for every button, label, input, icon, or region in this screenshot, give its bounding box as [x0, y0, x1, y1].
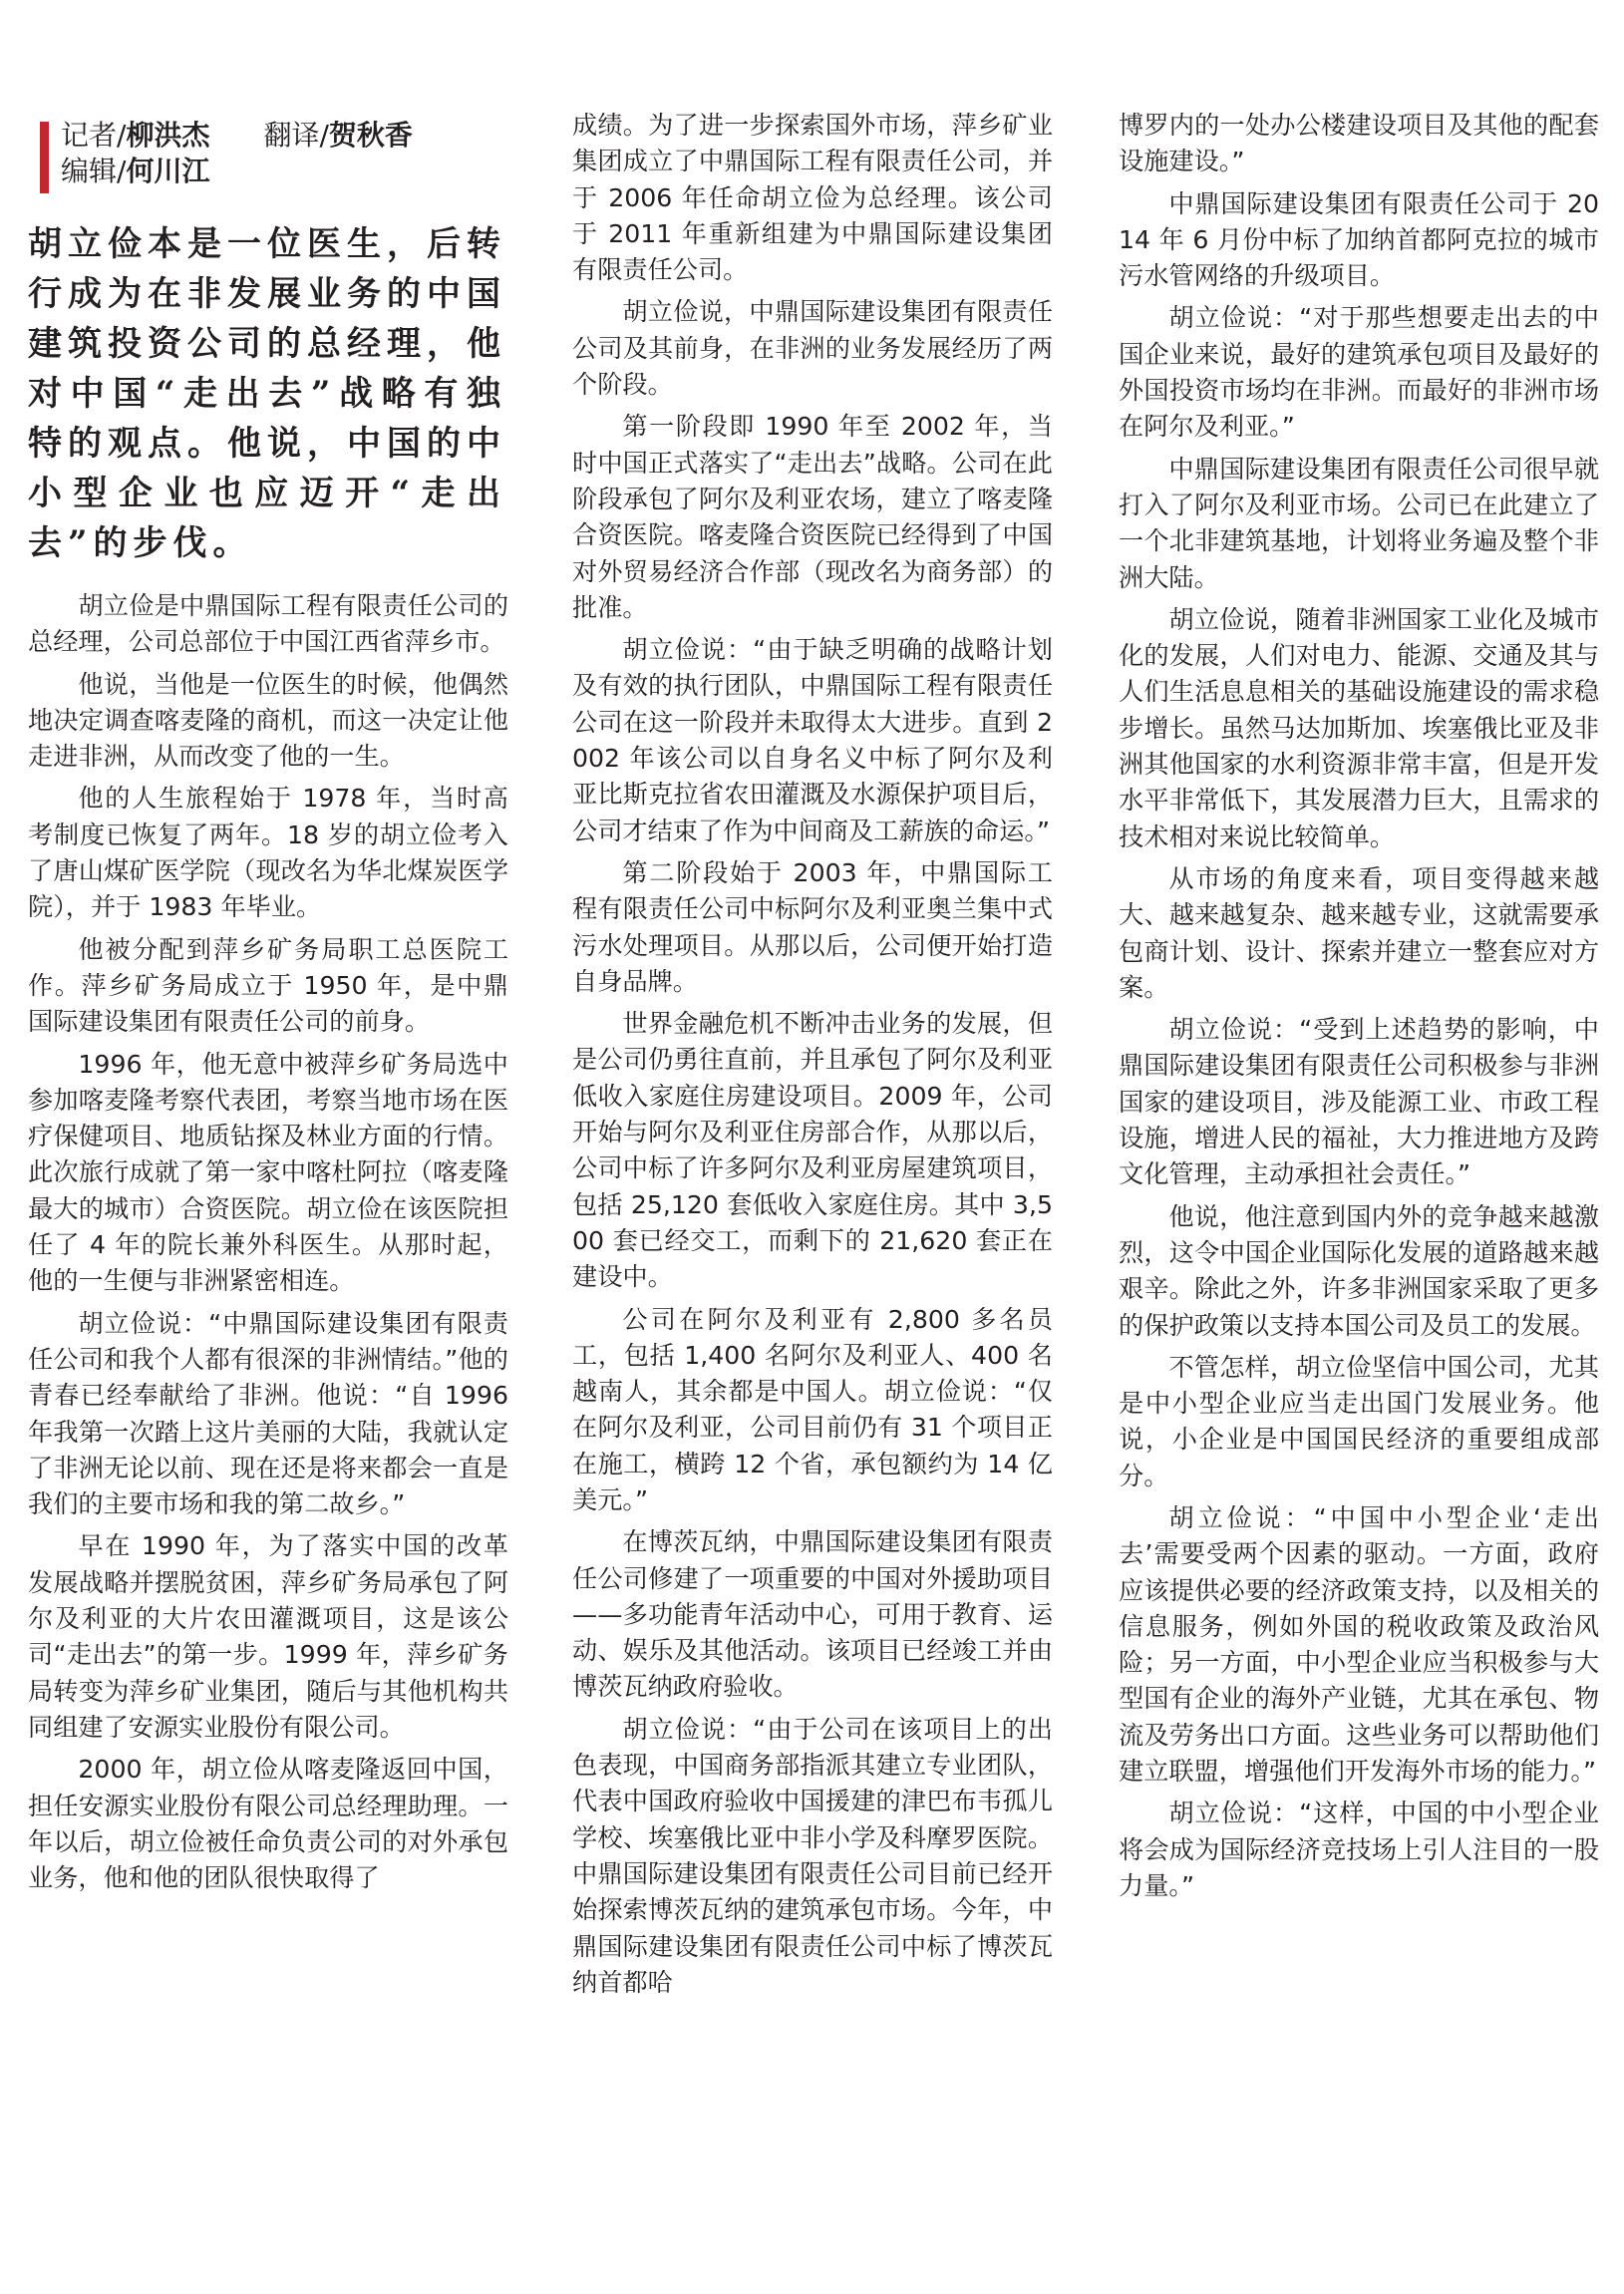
paragraph-continued: 成绩。为了进一步探索国外市场，萍乡矿业集团成立了中鼎国际工程有限责任公司，并于 2006 年任命胡立俭为总经理。该公司于 2011 年重新组建为中鼎国际建设集团有限责任公司。 [572, 111, 1053, 285]
paragraph: 胡立俭说：“中国中小型企业‘走出去’需要受两个因素的驱动。一方面，政府应该提供必要的经济政策支持，以及相关的信息服务，例如外国的税收政策及政治风险；另一方面，中小型企业应当积极参与大型国有企业的海外产业链，尤其在承包、物流及劳务出口方面。这些业务可以帮助他们建立联盟，增强他们开发海外市场的能力。” [1119, 1502, 1599, 1787]
byline [40, 118, 508, 195]
reporter-name: 柳洪杰 [126, 119, 210, 152]
paragraph: 2000 年，胡立俭从喀麦隆返回中国，担任安源实业股份有限公司总经理助理。一年以后，胡立俭被任命负责公司的对外承包业务，他和他的团队很快取得了 [28, 1755, 508, 1893]
paragraph-continued: 博罗内的一处办公楼建设项目及其他的配套设施建设。” [1119, 111, 1599, 176]
paragraph: 胡立俭是中鼎国际工程有限责任公司的总经理，公司总部位于中国江西省萍乡市。 [28, 591, 508, 657]
article-column-3 [1119, 108, 1599, 1910]
byline-line-1 [61, 118, 413, 154]
paragraph: 胡立俭说：“由于缺乏明确的战略计划及有效的执行团队，中鼎国际工程有限责任公司在这一阶段并未取得太大进步。直到 2002 年该公司以自身名义中标了阿尔及利亚比斯克拉省农田灌溉及水源保护项目后，公司才结束了作为中间商及工薪族的命运。” [572, 635, 1053, 845]
article-column-2 [572, 108, 1053, 2007]
paragraph: 不管怎样，胡立俭坚信中国公司，尤其是中小型企业应当走出国门发展业务。他说，小企业是中国国民经济的重要组成部分。 [1119, 1352, 1599, 1490]
translator-name: 贺秋香 [328, 119, 413, 152]
paragraph: 胡立俭说：“中鼎国际建设集团有限责任公司和我个人都有很深的非洲情结。”他的青春已经奉献给了非洲。他说：“自 1996 年我第一次踏上这片美丽的大陆，我就认定了非洲无论以前、现在还是将来都会一直是我们的主要市场和我的第二故乡。” [28, 1308, 508, 1519]
lede-paragraph: 胡立俭本是一位医生，后转行成为在非发展业务的中国建筑投资公司的总经理，他对中国“走出去”战略有独特的观点。他说，中国的中小型企业也应迈开“走出去”的步伐。 [28, 224, 506, 563]
paragraph: 世界金融危机不断冲击业务的发展，但是公司仍勇往直前，并且承包了阿尔及利亚低收入家庭住房建设项目。2009 年，公司开始与阿尔及利亚住房部合作，从那以后，公司中标了许多阿尔及利亚房屋建筑项目，包括 25,120 套低收入家庭住房。其中 3,500 套已经交工，而剩下的 21,620 套正在建设中。 [572, 1009, 1053, 1292]
paragraph: 他说，当他是一位医生的时候，他偶然地决定调查喀麦隆的商机，而这一决定让他走进非洲，从而改变了他的一生。 [28, 669, 508, 772]
paragraph: 胡立俭说，中鼎国际建设集团有限责任公司及其前身，在非洲的业务发展经历了两个阶段。 [572, 297, 1053, 400]
paragraph: 胡立俭说：“这样，中国的中小型企业将会成为国际经济竞技场上引人注目的一股力量。” [1119, 1799, 1599, 1900]
paragraph: 胡立俭说：“受到上述趋势的影响，中鼎国际建设集团有限责任公司积极参与非洲国家的建设项目，涉及能源工业、市政工程设施，增进人民的福祉，大力推进地方及跨文化管理，主动承担社会责任。” [1119, 1015, 1599, 1189]
paragraph: 第一阶段即 1990 年至 2002 年，当时中国正式落实了“走出去”战略。公司在此阶段承包了阿尔及利亚农场，建立了喀麦隆合资医院。喀麦隆合资医院已经得到了中国对外贸易经济合作部（现改名为商务部）的批准。 [572, 412, 1053, 622]
paragraph: 在博茨瓦纳，中鼎国际建设集团有限责任公司修建了一项重要的中国对外援助项目——多功能青年活动中心，可用于教育、运动、娱乐及其他活动。该项目已经竣工并由博茨瓦纳政府验收。 [572, 1527, 1053, 1702]
article-column-1 [28, 588, 508, 1902]
editor-name: 何川江 [126, 155, 210, 187]
paragraph: 中鼎国际建设集团有限责任公司于 2014 年 6 月份中标了加纳首都阿克拉的城市污水管网络的升级项目。 [1119, 188, 1599, 291]
paragraph: 胡立俭说：“对于那些想要走出去的中国企业来说，最好的建筑承包项目及最好的外国投资市场均在非洲。而最好的非洲市场在阿尔及利亚。” [1119, 303, 1599, 442]
paragraph: 胡立俭说，随着非洲国家工业化及城市化的发展，人们对电力、能源、交通及其与人们生活息息相关的基础设施建设的需求稳步增长。虽然马达加斯加、埃塞俄比亚及非洲其他国家的水利资源非常丰富，但是开发水平非常低下，其发展潜力巨大，且需求的技术相对来说比较简单。 [1119, 604, 1599, 851]
paragraph: 早在 1990 年，为了落实中国的改革发展战略并摆脱贫困，萍乡矿务局承包了阿尔及利亚的大片农田灌溉项目，这是该公司“走出去”的第一步。1999 年，萍乡矿务局转变为萍乡矿业集团，随后与其他机构共同组建了安源实业股份有限公司。 [28, 1531, 508, 1742]
editor-label: 编辑/ [61, 155, 127, 187]
paragraph: 他说，他注意到国内外的竞争越来越激烈，这令中国企业国际化发展的道路越来越艰辛。除此之外，许多非洲国家采取了更多的保护政策以支持本国公司及员工的发展。 [1119, 1201, 1599, 1340]
paragraph: 他被分配到萍乡矿务局职工总医院工作。萍乡矿务局成立于 1950 年，是中鼎国际建设集团有限责任公司的前身。 [28, 934, 508, 1037]
paragraph: 胡立俭说：“由于公司在该项目上的出色表现，中国商务部指派其建立专业团队，代表中国政府验收中国援建的津巴布韦孤儿学校、埃塞俄比亚中非小学及科摩罗医院。中鼎国际建设集团有限责任公司目前已经开始探索博茨瓦纳的建筑承包市场。今年，中鼎国际建设集团有限责任公司中标了博茨瓦纳首都哈 [572, 1714, 1053, 1997]
byline-line-2 [61, 154, 209, 189]
translator-label: 翻译/ [263, 119, 329, 152]
paragraph: 1996 年，他无意中被萍乡矿务局选中参加喀麦隆考察代表团，考察当地市场在医疗保健项目、地质钻探及林业方面的行情。此次旅行成就了第一家中喀杜阿拉（喀麦隆最大的城市）合资医院。胡立俭在该医院担任了 4 年的院长兼外科医生。从那时起，他的一生便与非洲紧密相连。 [28, 1049, 508, 1296]
paragraph: 从市场的角度来看，项目变得越来越大、越来越复杂、越来越专业，这就需要承包商计划、设计、探索并建立一整套应对方案。 [1119, 863, 1599, 1002]
paragraph: 第二阶段始于 2003 年，中鼎国际工程有限责任公司中标阿尔及利亚奥兰集中式污水处理项目。从那以后，公司便开始打造自身品牌。 [572, 857, 1053, 996]
paragraph: 他的人生旅程始于 1978 年，当时高考制度已恢复了两年。18 岁的胡立俭考入了唐山煤矿医学院（现改名为华北煤炭医学院），并于 1983 年毕业。 [28, 784, 508, 922]
reporter-label: 记者/ [61, 119, 127, 152]
byline-accent-bar [40, 122, 49, 193]
paragraph: 公司在阿尔及利亚有 2,800 多名员工，包括 1,400 名阿尔及利亚人、400 名越南人，其余都是中国人。胡立俭说：“仅在阿尔及利亚，公司目前仍有 31 个项目正在施工，横跨 12 个省，承包额约为 14 亿美元。” [572, 1304, 1053, 1514]
paragraph: 中鼎国际建设集团有限责任公司很早就打入了阿尔及利亚市场。公司已在此建立了一个北非建筑基地，计划将业务遍及整个非洲大陆。 [1119, 454, 1599, 592]
